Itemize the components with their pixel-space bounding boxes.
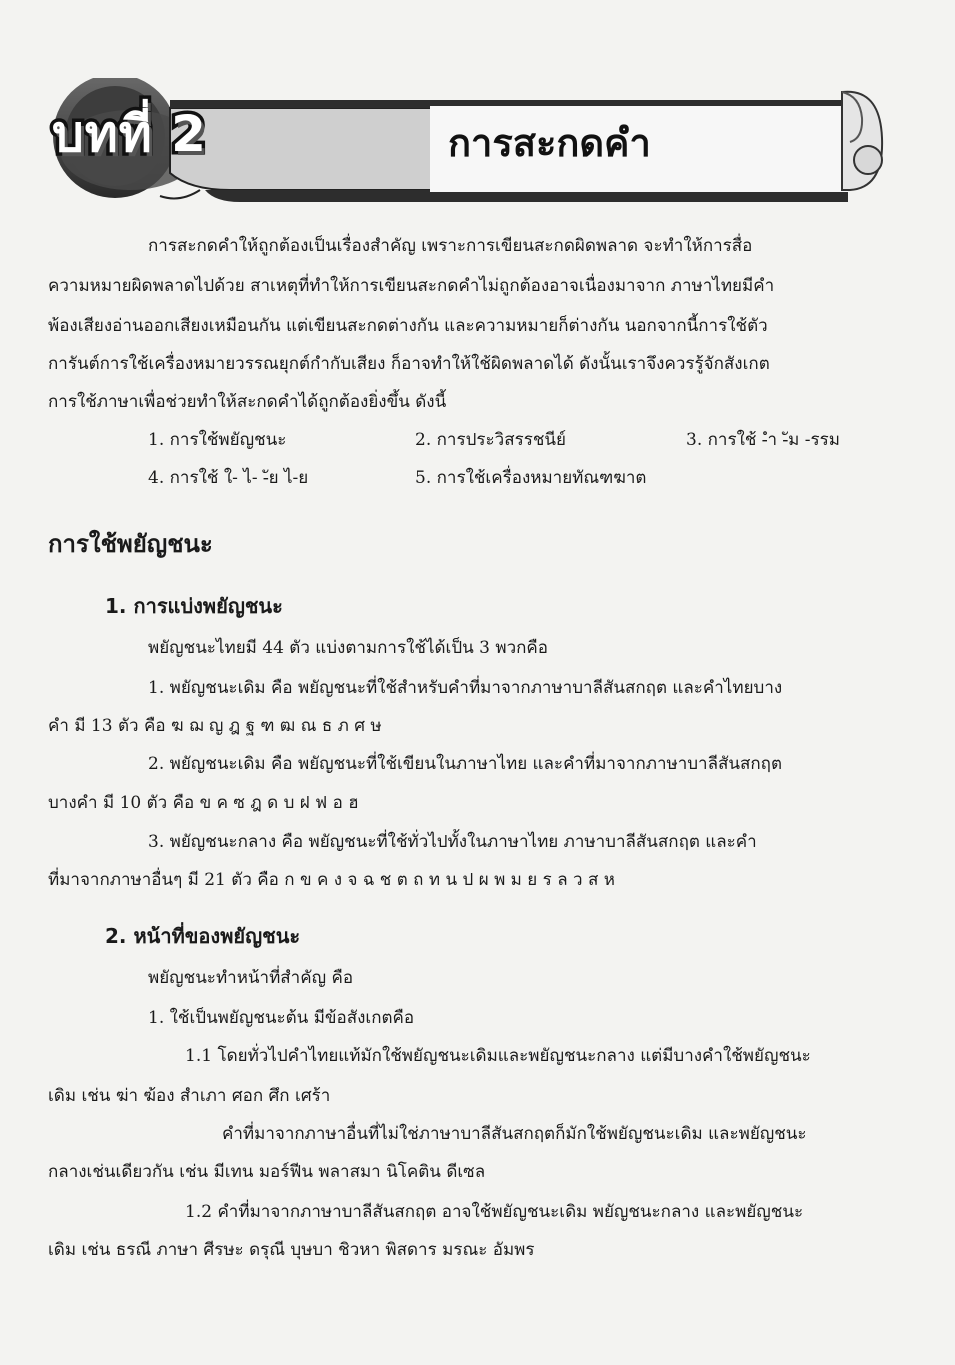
chapter-number: บทที่ 2 <box>52 105 207 163</box>
body-line: เดิม เช่น ธรณี ภาษา ศีรษะ ดรุณี บุษบา ชิวหา พิสดาร มรณะ อัมพร <box>48 1240 535 1260</box>
body-line: พยัญชนะไทยมี 44 ตัว แบ่งตามการใช้ได้เป็น 3 พวกคือ <box>148 638 549 658</box>
topic-item: 3. การใช้ -ำ -ัม -รรม <box>686 430 840 450</box>
intro-line: พ้องเสียงอ่านออกเสียงเหมือนกัน แต่เขียนสะกดต่างกัน และความหมายก็ต่างกัน นอกจากนี้การใช้ตัว <box>48 316 768 336</box>
topic-item: 4. การใช้ ใ- ไ- -ัย ไ-ย <box>148 468 309 488</box>
body-line: บางคำ มี 10 ตัว คือ ข ค ซ ฎ ด บ ฝ ฟ อ ฮ <box>48 793 359 813</box>
body-line: 1.1 โดยทั่วไปคำไทยแท้มักใช้พยัญชนะเดิมและพยัญชนะกลาง แต่มีบางคำใช้พยัญชนะ <box>185 1046 811 1066</box>
body-line: 3. พยัญชนะกลาง คือ พยัญชนะที่ใช้ทั่วไปทั้งในภาษาไทย ภาษาบาลีสันสกฤต และคำ <box>148 832 757 852</box>
body-line: คำที่มาจากภาษาอื่นที่ไม่ใช่ภาษาบาลีสันสกฤตก็มักใช้พยัญชนะเดิม และพยัญชนะ <box>222 1124 807 1144</box>
body-line: 2. พยัญชนะเดิม คือ พยัญชนะที่ใช้เขียนในภาษาไทย และคำที่มาจากภาษาบาลีสันสกฤต <box>148 754 782 774</box>
intro-line: ความหมายผิดพลาดไปด้วย สาเหตุที่ทำให้การเขียนสะกดคำไม่ถูกต้องอาจเนื่องมาจาก ภาษาไทยมีคำ <box>48 276 775 296</box>
body-line: 1.2 คำที่มาจากภาษาบาลีสันสกฤต อาจใช้พยัญชนะเดิม พยัญชนะกลาง และพยัญชนะ <box>185 1202 804 1222</box>
body-line: คำ มี 13 ตัว คือ ฆ ฌ ญ ฎ ฐ ฑ ฒ ณ ธ ภ ศ ษ <box>48 716 382 736</box>
intro-line: การสะกดคำให้ถูกต้องเป็นเรื่องสำคัญ เพราะการเขียนสะกดผิดพลาด จะทำให้การสื่อ <box>148 236 753 256</box>
body-line: กลางเช่นเดียวกัน เช่น มีเทน มอร์ฟีน พลาสมา นิโคติน ดีเซล <box>48 1162 486 1182</box>
topic-item: 5. การใช้เครื่องหมายทัณฑฆาต <box>415 468 647 488</box>
intro-line: การใช้ภาษาเพื่อช่วยทำให้สะกดคำได้ถูกต้องยิ่งขึ้น ดังนี้ <box>48 392 447 412</box>
topic-item: 2. การประวิสรรชนีย์ <box>415 430 566 450</box>
body-line: เดิม เช่น ฆ่า ฆ้อง สำเภา ศอก ศึก เศร้า <box>48 1086 331 1106</box>
chapter-title: การสะกดคำ <box>448 121 651 165</box>
subsection-heading: 2. หน้าที่ของพยัญชนะ <box>105 924 301 948</box>
topic-item: 1. การใช้พยัญชนะ <box>148 430 287 450</box>
subsection-heading: 1. การแบ่งพยัญชนะ <box>105 594 283 618</box>
body-line: 1. พยัญชนะเดิม คือ พยัญชนะที่ใช้สำหรับคำที่มาจากภาษาบาลีสันสกฤต และคำไทยบาง <box>148 678 783 698</box>
body-line: พยัญชนะทำหน้าที่สำคัญ คือ <box>148 968 354 988</box>
body-line: ที่มาจากภาษาอื่นๆ มี 21 ตัว คือ ก ข ค ง จ ฉ ช ต ถ ท น ป ผ พ ม ย ร ล ว ส ห <box>48 870 615 890</box>
intro-line: การันต์การใช้เครื่องหมายวรรณยุกต์กำกับเสียง ก็อาจทำให้ใช้ผิดพลาดได้ ดังนั้นเราจึงควรรู้จักสังเกต <box>48 354 770 374</box>
body-line: 1. ใช้เป็นพยัญชนะต้น มีข้อสังเกตคือ <box>148 1008 415 1028</box>
section-heading: การใช้พยัญชนะ <box>48 530 213 558</box>
